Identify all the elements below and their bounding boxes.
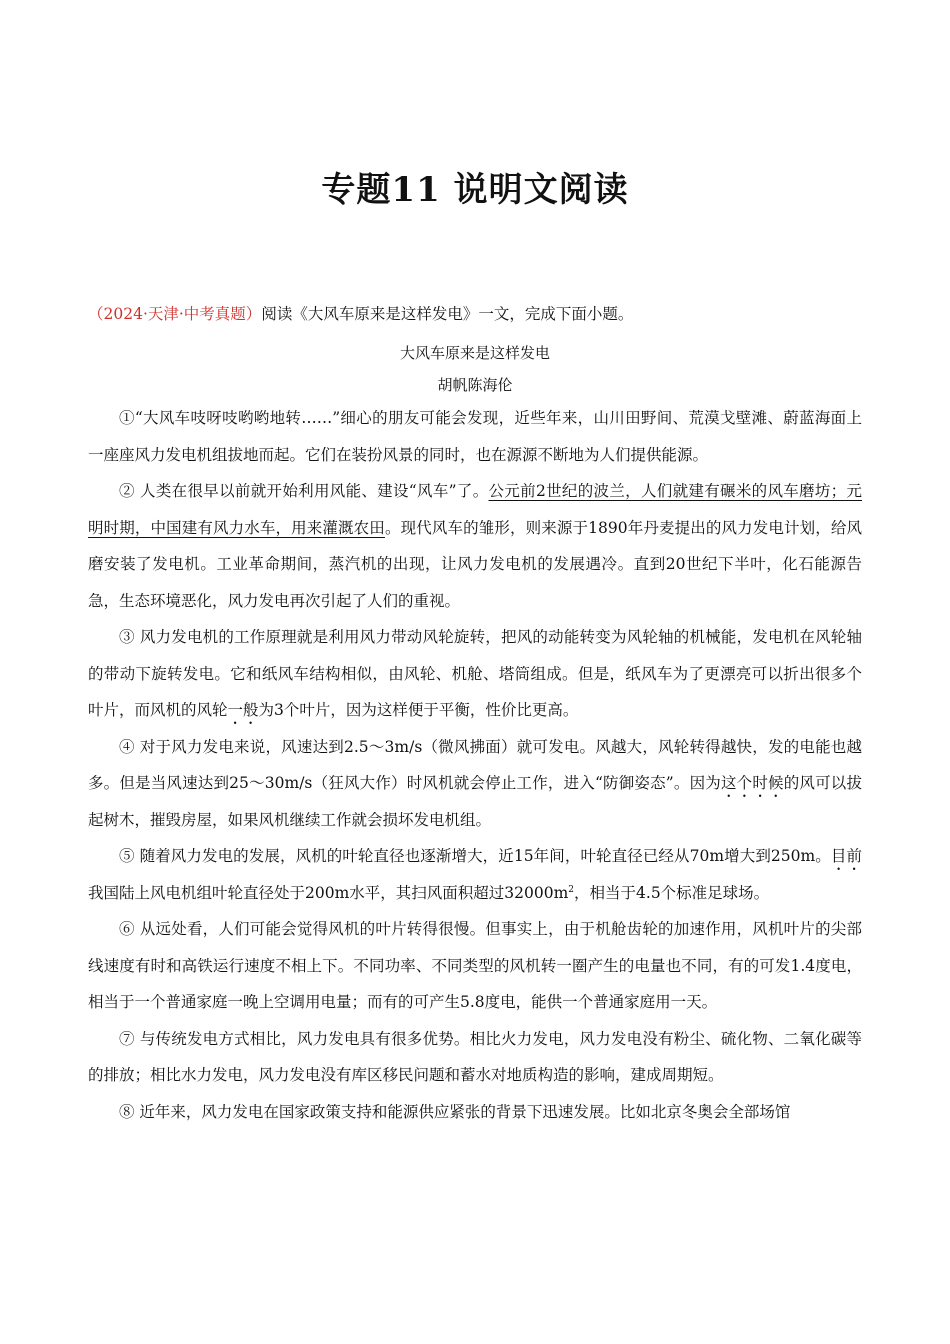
- question-intro: [88, 302, 868, 324]
- paragraph-5: [88, 838, 862, 911]
- paragraph-2-text-a: ② 人类在很早以前就开始利用风能、建设“风车”了。: [119, 482, 489, 500]
- emphasis-word-yiban: 一般: [227, 701, 259, 719]
- emphasis-word-zhegeshihou: 这个时候: [720, 774, 784, 792]
- paragraph-5-text-a: ⑤ 随着风力发电的发展，风机的叶轮直径也逐渐增大，近15年间，叶轮直径已经从70m增大到250m。: [119, 847, 831, 865]
- paragraph-4-text-b: 的风可以拔起树木，摧毁房屋，如果风机继续工作就会损坏发电机组。: [88, 774, 862, 829]
- superscript-2: 2: [568, 884, 575, 895]
- paragraph-3-text-b: 为3个叶片，因为这样便于平衡，性价比更高。: [258, 701, 579, 719]
- paragraph-1: ①“大风车吱呀吱哟哟地转……”细心的朋友可能会发现，近些年来，山川田野间、荒漠戈壁滩、蔚蓝海面上一座座风力发电机组拔地而起。它们在装扮风景的同时，也在源源不断地为人们提供能源。: [88, 409, 862, 464]
- paragraph-5-text-c: ，相当于4.5个标准足球场。: [574, 883, 770, 902]
- article-author: 胡帆陈海伦: [437, 376, 513, 394]
- paragraph-6: ⑥ 从远处看，人们可能会觉得风机的叶片转得很慢。但事实上，由于机舱齿轮的加速作用，风机叶片的尖部线速度有时和高铁运行速度不相上下。不同功率、不同类型的风机转一圈产生的电量也不同，有的可发1.4度电，相当于一个普通家庭一晚上空调用电量；而有的可产生5.8度电，能供一个普通家庭用一天。: [88, 920, 862, 1011]
- article-body: [88, 400, 862, 1130]
- paragraph-4-text-a: ④ 对于风力发电来说，风速达到2.5～3m/s（微风拂面）就可发电。风越大，风轮转得越快，发的电能也越多。但是当风速达到25～30m/s（狂风大作）时风机就会停止工作，进入“防御姿态”。因为: [88, 737, 862, 792]
- paragraph-5-text-b: 我国陆上风电机组叶轮直径处于200m水平，其扫风面积超过32000m: [88, 883, 569, 902]
- page-title: 专题11 说明文阅读: [321, 170, 629, 210]
- paragraph-7: ⑦ 与传统发电方式相比，风力发电具有很多优势。相比火力发电，风力发电没有粉尘、硫化物、二氧化碳等的排放；相比水力发电，风力发电没有库区移民问题和蓄水对地质构造的影响，建成周期短。: [88, 1029, 862, 1084]
- underlined-sentence: 公元前2世纪的波兰，人们就建有碾米的风车磨坊；元明时期，中国建有风力水车，用来灌溉农田: [88, 482, 862, 537]
- paragraph-8: ⑧ 近年来，风力发电在国家政策支持和能源供应紧张的背景下迅速发展。比如北京冬奥会全部场馆: [119, 1102, 791, 1121]
- question-source: （2024·天津·中考真题）: [88, 305, 262, 323]
- paragraph-4: [88, 729, 862, 839]
- paragraph-3-text-a: ③ 风力发电机的工作原理就是利用风力带动风轮旋转，把风的动能转变为风轮轴的机械能，发电机在风轮轴的带动下旋转发电。它和纸风车结构相似，由风轮、机舱、塔筒组成。但是，纸风车为了更漂亮可以折出很多个叶片，而风机的风轮: [88, 628, 862, 719]
- paragraph-2: [88, 473, 862, 619]
- emphasis-word-muqian: 目前: [830, 847, 862, 865]
- question-instruction: 阅读《大风车原来是这样发电》一文，完成下面小题。: [261, 305, 634, 323]
- article-title: 大风车原来是这样发电: [399, 344, 550, 362]
- paragraph-2-text-b: 。现代风车的雏形，则来源于1890年丹麦提出的风力发电计划，给风磨安装了发电机。工业革命期间，蒸汽机的出现，让风力发电机的发展遇冷。直到20世纪下半叶，化石能源告急，生态环境恶化，风力发电再次引起了人们的重视。: [88, 518, 862, 610]
- paragraph-3: [88, 619, 862, 729]
